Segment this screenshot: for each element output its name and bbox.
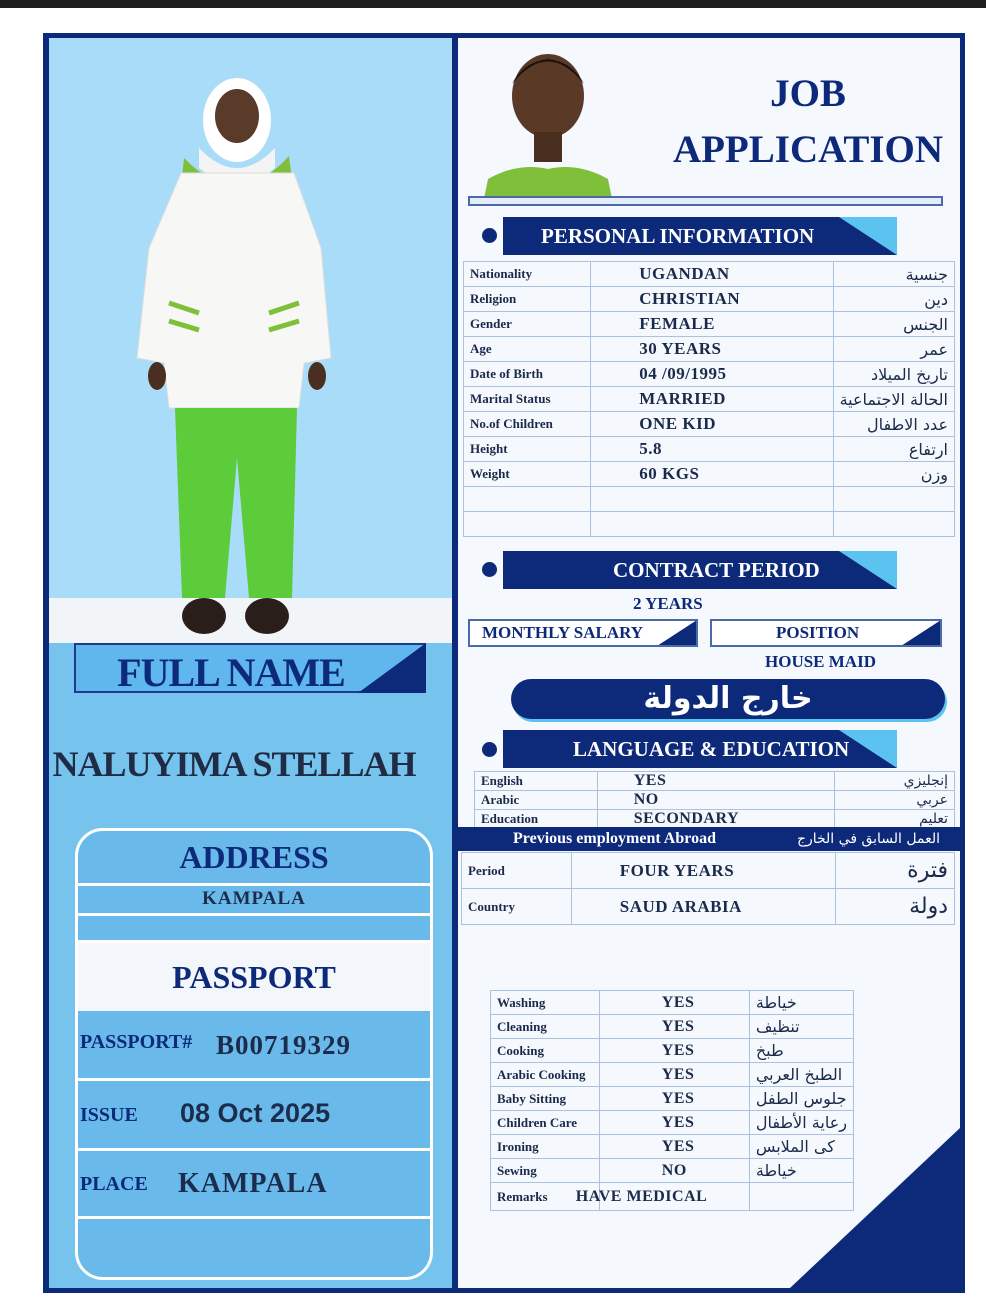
issue-date: 08 Oct 2025 (180, 1098, 331, 1128)
row-arabic-label: تعليم (835, 810, 955, 829)
table-row (475, 791, 955, 810)
row-label: Marital Status (464, 387, 591, 412)
table-row (464, 387, 955, 412)
top-bar (0, 0, 986, 8)
applicant-name: NALUYIMA STELLAH (52, 744, 416, 784)
monthly-salary-box (468, 619, 698, 647)
row-label: English (475, 772, 598, 791)
passport-number-label: PASSPORT# (80, 1031, 193, 1053)
row-arabic-label: الطبخ العربي (749, 1063, 853, 1087)
row-value: 5.8 (591, 437, 833, 462)
row-label: Weight (464, 462, 591, 487)
row-arabic-label: عمر (833, 337, 954, 362)
issue-label: ISSUE (80, 1104, 138, 1126)
table-row (491, 1063, 854, 1087)
row-label: Period (462, 853, 572, 889)
address-blank-row (78, 916, 430, 943)
document-title (658, 66, 958, 178)
row-value: NO (599, 1159, 749, 1183)
row-value: CHRISTIAN (591, 287, 833, 312)
row-arabic-label: الحالة الاجتماعية (833, 387, 954, 412)
row-label: Children Care (491, 1111, 600, 1135)
position-box (710, 619, 942, 647)
full-body-photo (49, 38, 452, 643)
title-line-2: APPLICATION (672, 128, 944, 171)
full-name-banner (74, 643, 426, 693)
table-row (462, 853, 955, 889)
table-row (491, 1039, 854, 1063)
row-label: Country (462, 889, 572, 925)
position-value: HOUSE MAID (765, 652, 876, 671)
row-label: Gender (464, 312, 591, 337)
table-row (464, 337, 955, 362)
row-arabic-label: عربي (835, 791, 955, 810)
row-arabic-label: جلوس الطفل (749, 1087, 853, 1111)
row-value: FEMALE (591, 312, 833, 337)
address-value-row (78, 886, 430, 916)
row-value: 04 /09/1995 (591, 362, 833, 387)
row-value: 30 YEARS (591, 337, 833, 362)
row-label: Cleaning (491, 1015, 600, 1039)
row-arabic-label: جنسية (833, 262, 954, 287)
row-label: Education (475, 810, 598, 829)
left-panel (49, 38, 452, 1288)
portrait-photo (478, 44, 618, 204)
contract-heading (503, 551, 897, 589)
right-panel (458, 38, 960, 1288)
row-value: NO (597, 791, 835, 810)
language-heading-text: LANGUAGE & EDUCATION (573, 737, 850, 761)
row-arabic-label: خياطة (749, 1159, 853, 1183)
table-row (475, 810, 955, 829)
row-value: YES (599, 1039, 749, 1063)
personal-info-heading (503, 217, 897, 255)
row-label: Washing (491, 991, 600, 1015)
row-label: Baby Sitting (491, 1087, 600, 1111)
row-value: 60 KGS (591, 462, 833, 487)
row-label: Age (464, 337, 591, 362)
row-arabic-label: كى الملابس (749, 1135, 853, 1159)
row-arabic-label: عدد الاطفال (833, 412, 954, 437)
row-arabic-label: ارتفاع (833, 437, 954, 462)
row-value: FOUR YEARS (571, 853, 836, 889)
row-value: SECONDARY (597, 810, 835, 829)
row-arabic-label: خياطة (749, 991, 853, 1015)
address-passport-box (75, 828, 433, 1280)
passport-label: PASSPORT (172, 959, 336, 995)
section-bullet (482, 562, 497, 577)
box-corner-decoration (657, 620, 697, 646)
person-figure-image (49, 38, 452, 643)
personal-info-heading-text: PERSONAL INFORMATION (541, 224, 815, 248)
section-bullet (482, 742, 497, 757)
previous-employment-heading-arabic: العمل السابق في الخارج (796, 831, 940, 847)
corner-triangle-decoration (790, 1128, 960, 1288)
row-arabic-label: طبخ (749, 1039, 853, 1063)
remarks-value: HAVE MEDICAL (569, 1183, 719, 1211)
table-row (491, 991, 854, 1015)
previous-employment-table (461, 852, 955, 925)
table-row (464, 462, 955, 487)
table-row (491, 1015, 854, 1039)
blank-row (464, 487, 955, 512)
row-label: Nationality (464, 262, 591, 287)
passport-number-row (78, 1011, 430, 1081)
heading-corner-decoration (839, 551, 897, 589)
monthly-salary-label: MONTHLY SALARY (482, 623, 644, 642)
table-row (464, 362, 955, 387)
row-arabic-label: تنظيف (749, 1015, 853, 1039)
row-value: YES (599, 991, 749, 1015)
table-row (464, 312, 955, 337)
blank-row (464, 512, 955, 537)
row-label: Height (464, 437, 591, 462)
row-label: Arabic (475, 791, 598, 810)
row-label: No.of Children (464, 412, 591, 437)
address-label: ADDRESS (179, 839, 329, 875)
contract-heading-text: CONTRACT PERIOD (613, 558, 820, 582)
full-name-label: FULL NAME (117, 650, 345, 695)
table-row (462, 889, 955, 925)
row-arabic-label: فترة (836, 853, 955, 889)
contract-period-value: 2 YEARS (633, 594, 703, 613)
place-row (78, 1151, 430, 1219)
row-arabic-label: دولة (836, 889, 955, 925)
remarks-label: Remarks (491, 1183, 600, 1211)
table-row (464, 412, 955, 437)
table-row (464, 262, 955, 287)
place-value: KAMPALA (178, 1168, 328, 1199)
table-row (464, 287, 955, 312)
row-arabic-label: دين (833, 287, 954, 312)
place-label: PLACE (80, 1173, 148, 1195)
table-row (491, 1087, 854, 1111)
box-corner-decoration (901, 620, 941, 646)
row-value: YES (597, 772, 835, 791)
row-arabic-label: إنجليزي (835, 772, 955, 791)
address-label-row (78, 831, 430, 886)
issue-row (78, 1081, 430, 1151)
row-label: Sewing (491, 1159, 600, 1183)
row-value: UGANDAN (591, 262, 833, 287)
row-label: Religion (464, 287, 591, 312)
row-arabic-label: وزن (833, 462, 954, 487)
address-value: KAMPALA (202, 888, 306, 909)
passport-number: B00719329 (216, 1030, 352, 1060)
table-row (464, 437, 955, 462)
row-label: Cooking (491, 1039, 600, 1063)
row-value: MARRIED (591, 387, 833, 412)
table-row (475, 772, 955, 791)
previous-employment-heading: Previous employment Abroad (513, 830, 716, 847)
title-separator (468, 196, 943, 206)
row-value: ONE KID (591, 412, 833, 437)
row-arabic-label: الجنس (833, 312, 954, 337)
title-line-1: JOB (770, 72, 846, 115)
language-heading (503, 730, 897, 768)
row-label: Ironing (491, 1135, 600, 1159)
row-value: YES (599, 1015, 749, 1039)
passport-heading-row (78, 943, 430, 1011)
row-value: YES (599, 1063, 749, 1087)
row-arabic-label: رعاية الأطفال (749, 1111, 853, 1135)
row-arabic-label: تاريخ الميلاد (833, 362, 954, 387)
row-label: Arabic Cooking (491, 1063, 600, 1087)
banner-corner-decoration (358, 643, 426, 693)
language-table (474, 771, 955, 829)
previous-employment-bar (458, 827, 960, 851)
section-bullet (482, 228, 497, 243)
row-label: Date of Birth (464, 362, 591, 387)
row-value: YES (599, 1135, 749, 1159)
row-value: YES (599, 1087, 749, 1111)
heading-corner-decoration (839, 217, 897, 255)
row-value: SAUD ARABIA (571, 889, 836, 925)
personal-info-table (463, 261, 955, 537)
position-label: POSITION (776, 623, 860, 642)
abroad-banner: خارج الدولة (511, 679, 945, 719)
row-value: YES (599, 1111, 749, 1135)
